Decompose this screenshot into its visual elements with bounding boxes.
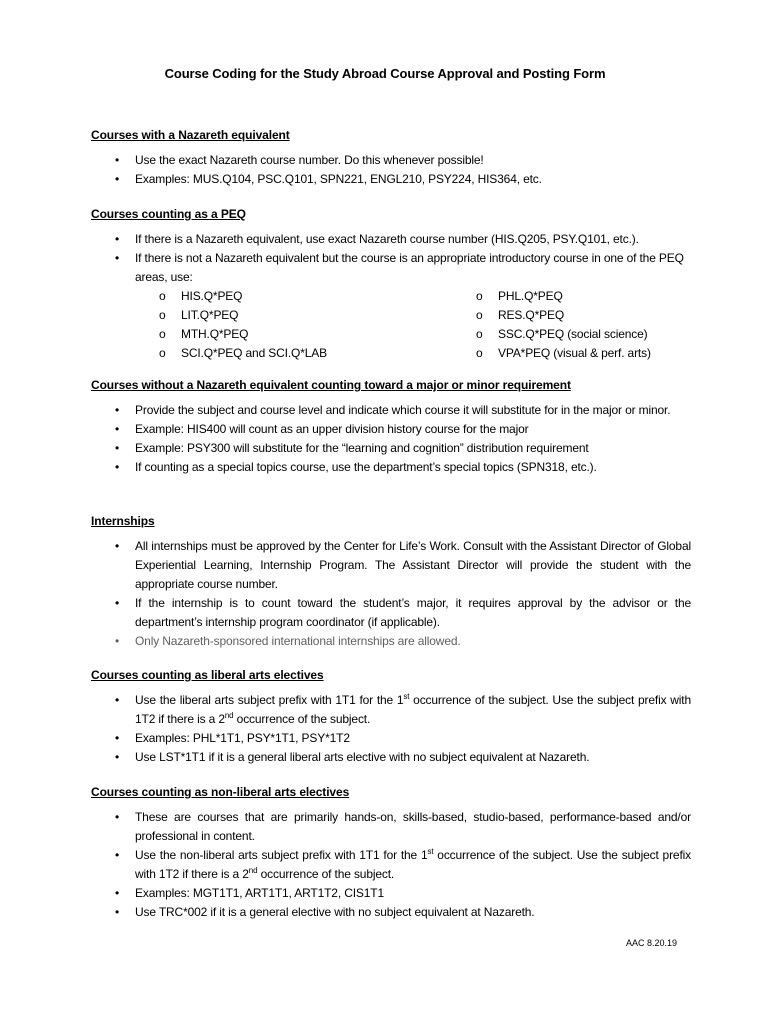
list-item: • All internships must be approved by the Center for Life’s Work. Consult with the Assistant Director of Global Experiential Learning, Internship Program. The Assistant Director will provide the student with the appropriate course number. xyxy=(91,537,691,594)
list-item: • If counting as a special topics course, use the department’s special topics (SPN318, etc.). xyxy=(91,458,691,477)
list-item: • Use TRC*002 if it is a general elective with no subject equivalent at Nazareth. xyxy=(91,903,691,922)
peq-area-item: o HIS.Q*PEQ xyxy=(159,289,243,303)
section-heading: Internships xyxy=(91,514,155,528)
bullet-list xyxy=(91,808,691,922)
peq-area-item: o PHL.Q*PEQ xyxy=(476,289,563,303)
list-item: • Use the exact Nazareth course number. Do this whenever possible! xyxy=(91,151,691,170)
peq-area-list xyxy=(91,287,691,363)
section-heading: Courses without a Nazareth equivalent counting toward a major or minor requirement xyxy=(91,378,571,392)
list-item: • Use the non-liberal arts subject prefix with 1T1 for the 1st occurrence of the subject. Use the subject prefix with 1T2 if there is a 2nd occurrence of the subject. xyxy=(91,846,691,884)
list-item: • If there is not a Nazareth equivalent but the course is an appropriate introductory course in one of the PEQ areas, use: xyxy=(91,249,691,287)
bullet-list xyxy=(91,691,691,767)
document-footer-code: AAC 8.20.19 xyxy=(626,938,678,948)
section-heading: Courses counting as non-liberal arts electives xyxy=(91,785,350,799)
peq-area-item: o SCI.Q*PEQ and SCI.Q*LAB xyxy=(159,346,327,360)
bullet-list xyxy=(91,537,691,651)
list-item: • Examples: PHL*1T1, PSY*1T1, PSY*1T2 xyxy=(91,729,691,748)
section-internships xyxy=(91,514,691,651)
peq-area-item: o SSC.Q*PEQ (social science) xyxy=(476,327,648,341)
section-major-minor xyxy=(91,378,691,477)
peq-area-item: o VPA*PEQ (visual & perf. arts) xyxy=(476,346,651,360)
list-item: • Example: PSY300 will substitute for the “learning and cognition” distribution requirement xyxy=(91,439,691,458)
peq-area-item: o LIT.Q*PEQ xyxy=(159,308,239,322)
list-item: • Only Nazareth-sponsored international internships are allowed. xyxy=(91,632,691,651)
list-item: • These are courses that are primarily hands-on, skills-based, studio-based, performance-based and/or professional in content. xyxy=(91,808,691,846)
section-liberal-arts xyxy=(91,668,691,767)
section-nazareth-equivalent xyxy=(91,128,691,189)
bullet-list xyxy=(91,401,691,477)
bullet-list xyxy=(91,230,691,287)
list-item: • Examples: MGT1T1, ART1T1, ART1T2, CIS1T1 xyxy=(91,884,691,903)
peq-area-item: o MTH.Q*PEQ xyxy=(159,327,249,341)
peq-area-item: o RES.Q*PEQ xyxy=(476,308,565,322)
section-peq xyxy=(91,207,691,363)
section-heading: Courses counting as a PEQ xyxy=(91,207,246,221)
list-item: • Use the liberal arts subject prefix with 1T1 for the 1st occurrence of the subject. Use the subject prefix with 1T2 if there is a 2nd occurrence of the subject. xyxy=(91,691,691,729)
list-item: • Use LST*1T1 if it is a general liberal arts elective with no subject equivalent at Nazareth. xyxy=(91,748,691,767)
list-item: • Provide the subject and course level and indicate which course it will substitute for in the major or minor. xyxy=(91,401,691,420)
list-item: • If the internship is to count toward the student’s major, it requires approval by the advisor or the department’s internship program coordinator (if applicable). xyxy=(91,594,691,632)
section-heading: Courses counting as liberal arts electives xyxy=(91,668,324,682)
page-title: Course Coding for the Study Abroad Course Approval and Posting Form xyxy=(164,66,606,81)
bullet-list xyxy=(91,151,691,189)
list-item: • Examples: MUS.Q104, PSC.Q101, SPN221, ENGL210, PSY224, HIS364, etc. xyxy=(91,170,691,189)
section-heading: Courses with a Nazareth equivalent xyxy=(91,128,290,142)
section-non-liberal-arts xyxy=(91,785,691,922)
list-item: • If there is a Nazareth equivalent, use exact Nazareth course number (HIS.Q205, PSY.Q101, etc.). xyxy=(91,230,691,249)
list-item: • Example: HIS400 will count as an upper division history course for the major xyxy=(91,420,691,439)
